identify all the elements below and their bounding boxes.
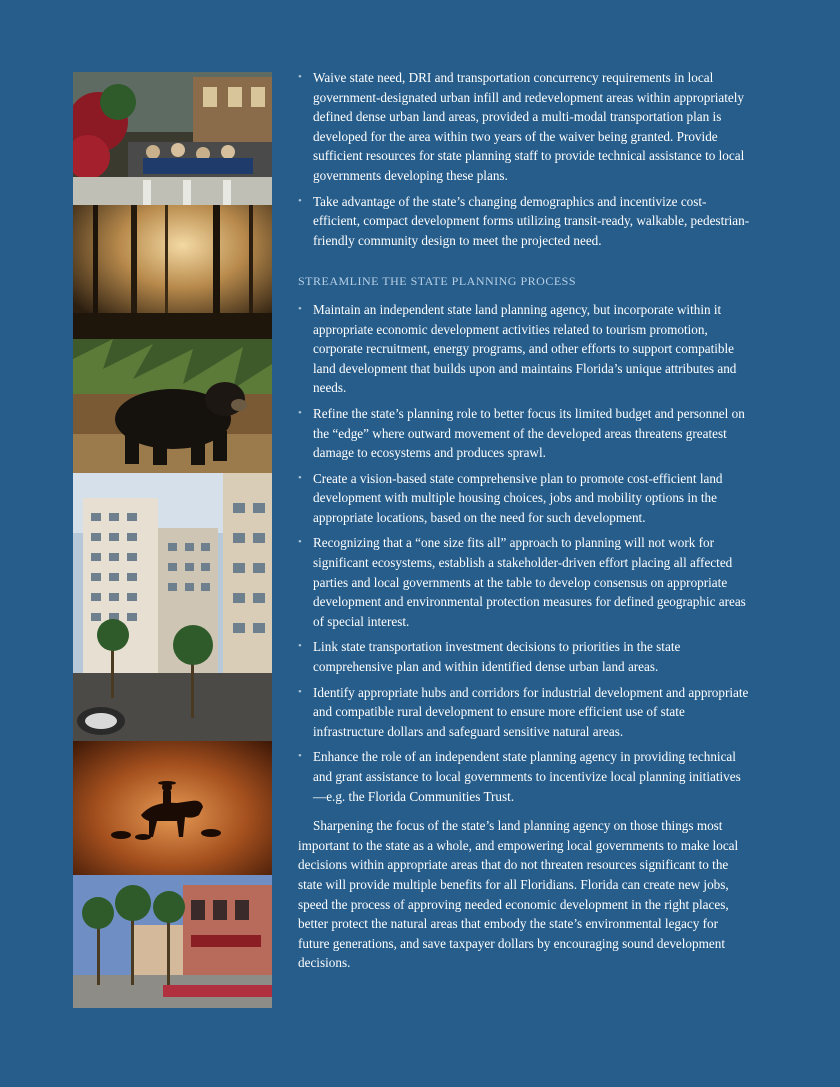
list-item: • Refine the state’s planning role to better focus its limited budget and personnel on the “edge” where outward movement of the developed areas threatens greatest damage to ecosystems and produces sprawl. [298,404,750,463]
list-item: • Take advantage of the state’s changing demographics and incentivize cost-efficient, compact development forms utilizing transit-ready, walkable, pedestrian-friendly community design to meet the projected need. [298,192,750,251]
photo-column [73,72,272,1008]
list-item: • Recognizing that a “one size fits all” approach to planning will not work for significant ecosystems, establish a stakeholder-driven effort placing all affected parties and local governments at the table to develop consensus on appropriate development and environmental protection measures for defined geographic areas of special interest. [298,533,750,631]
list-item: • Create a vision-based state comprehensive plan to promote cost-efficient land development with multiple housing choices, jobs and mobility options in the appropriate locations, based on the need for such development. [298,469,750,528]
outdoor-cafe-photo [73,72,272,205]
list-item: • Identify appropriate hubs and corridors for industrial development and appropriate and compatible rural development to ensure more efficient use of state infrastructure dollars and safeguard sensitive natural areas. [298,683,750,742]
closing-paragraph: Sharpening the focus of the state’s land planning agency on those things most important to the state as a whole, and empowering local governments to make local decisions within appropriate areas that do not threaten resources significant to the state will provide multiple benefits for all Floridians. Florida can create new jobs, speed the process of approving needed economic development in the right places, better protect the natural areas that embody the state’s environmental legacy for future generations, and save taxpayer dollars by encouraging sound development decisions. [298,818,739,971]
list-item: • Link state transportation investment decisions to priorities in the state comprehensive plan and within identified dense urban land areas. [298,637,750,676]
list-item: • Maintain an independent state land planning agency, but incorporate within it appropriate economic development activities related to tourism promotion, corporate recruitment, energy programs, and other efforts to support compatible land development that builds upon and maintains Florida’s unique attributes and needs. [298,300,750,398]
black-bear-photo [73,339,272,473]
sunlit-forest-photo [73,205,272,339]
recommendation-list-top [298,68,750,250]
palm-street-photo [73,875,272,1008]
list-item: • Waive state need, DRI and transportation concurrency requirements in local government-designated urban infill and redevelopment areas within appropriately defined dense urban land areas, provided a multi-modal transportation plan is developed for the area within two years of the waiver being granted. Provide sufficient resources for state planning staff to provide technical assistance to local governments developing these plans. [298,68,750,186]
horse-rider-sunset-photo [73,741,272,875]
text-column [298,68,750,973]
condo-towers-photo [73,473,272,741]
list-item: • Enhance the role of an independent state planning agency in providing technical and grant assistance to local governments to incentivize local planning initiatives—e.g. the Florida Communities Trust. [298,747,750,806]
section-heading: STREAMLINE THE STATE PLANNING PROCESS [298,274,576,289]
recommendation-list-main [298,300,750,806]
